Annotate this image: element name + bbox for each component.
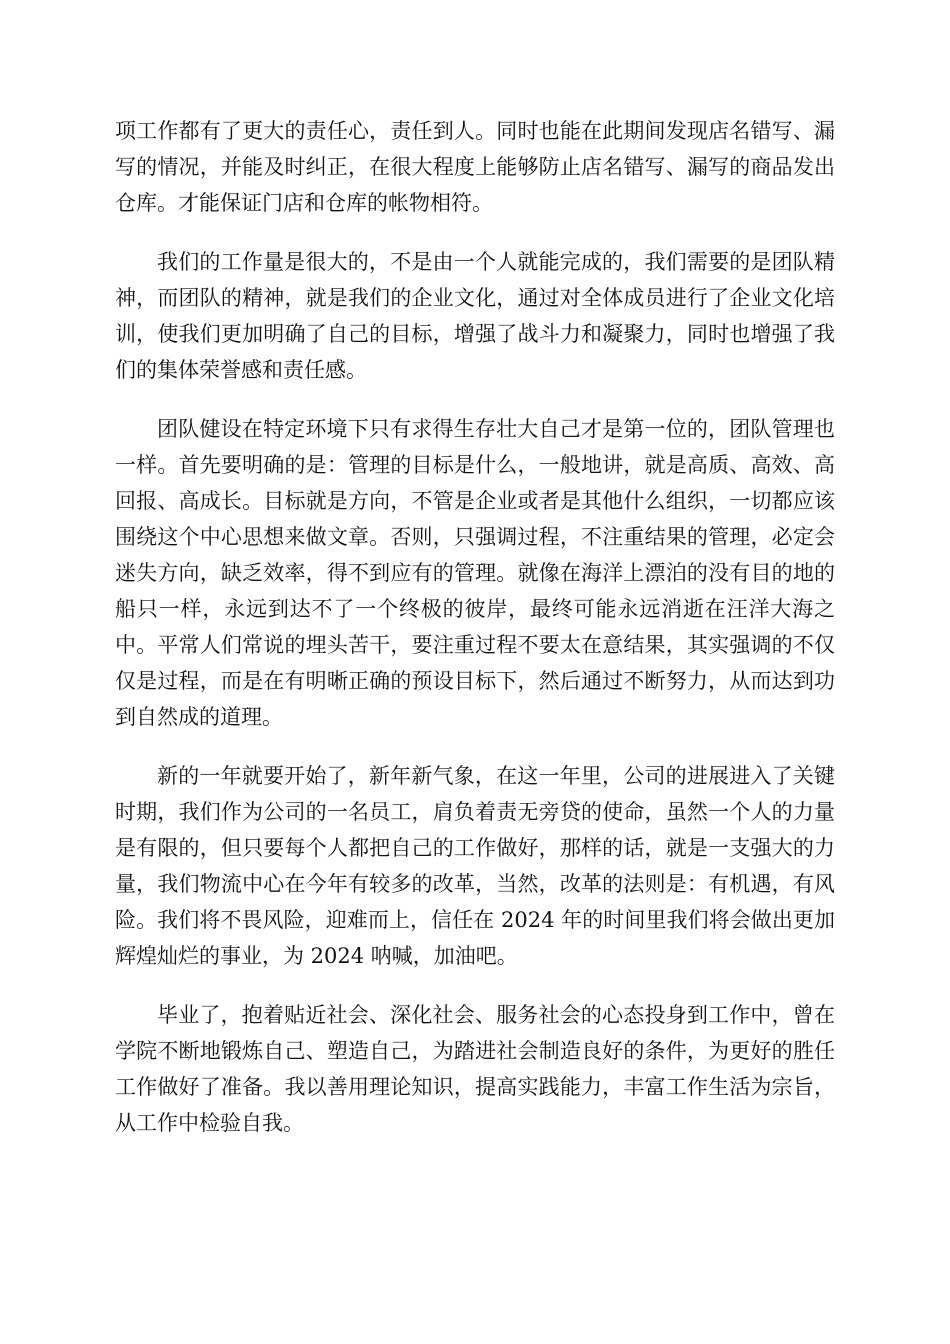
paragraph-team-management: 团队健设在特定环境下只有求得生存壮大自己才是第一位的，团队管理也一样。首先要明确的是：管理的目标是什么，一般地讲，就是高质、高效、高回报、高成长。目标就是方向，不管是企业或者是其他什么组织，一切都应该围绕这个中心思想来做文章。否则，只强调过程，不注重结果的管理，必定会迷失方向，缺乏效率，得不到应有的管理。就像在海洋上漂泊的没有目的地的船只一样，永远到达不了一个终极的彼岸，最终可能永远消逝在汪洋大海之中。平常人们常说的埋头苦干，要注重过程不要太在意结果，其实强调的不仅仅是过程，而是在有明晰正确的预设目标下，然后通过不断努力，从而达到功到自然成的道理。 (115, 417, 835, 729)
paragraph-continuation: 项工作都有了更大的责任心，责任到人。同时也能在此期间发现店名错写、漏写的情况，并能及时纠正，在很大程度上能够防止店名错写、漏写的商品发出仓库。才能保证门店和仓库的帐物相符。 (115, 119, 835, 215)
document-body (115, 113, 835, 1164)
paragraph-graduation: 毕业了，抱着贴近社会、深化社会、服务社会的心态投身到工作中，曾在学院不断地锻炼自己、塑造自己，为踏进社会制造良好的条件，为更好的胜任工作做好了准备。我以善用理论知识，提高实践能力，丰富工作生活为宗旨，从工作中检验自我。 (115, 1003, 835, 1135)
paragraph-team-workload: 我们的工作量是很大的，不是由一个人就能完成的，我们需要的是团队精神，而团队的精神，就是我们的企业文化，通过对全体成员进行了企业文化培训，使我们更加明确了自己的目标，增强了战斗力和凝聚力，同时也增强了我们的集体荣誉感和责任感。 (115, 250, 835, 382)
paragraph-new-year: 新的一年就要开始了，新年新气象，在这一年里，公司的进展进入了关键时期，我们作为公司的一名员工，肩负着责无旁贷的使命，虽然一个人的力量是有限的，但只要每个人都把自己的工作做好，那样的话，就是一支强大的力量，我们物流中心在今年有较多的改革，当然，改革的法则是：有机遇，有风险。我们将不畏风险，迎难而上，信任在 2024 年的时间里我们将会做出更加辉煌灿烂的事业，为 2024 呐喊，加油吧。 (115, 764, 835, 968)
